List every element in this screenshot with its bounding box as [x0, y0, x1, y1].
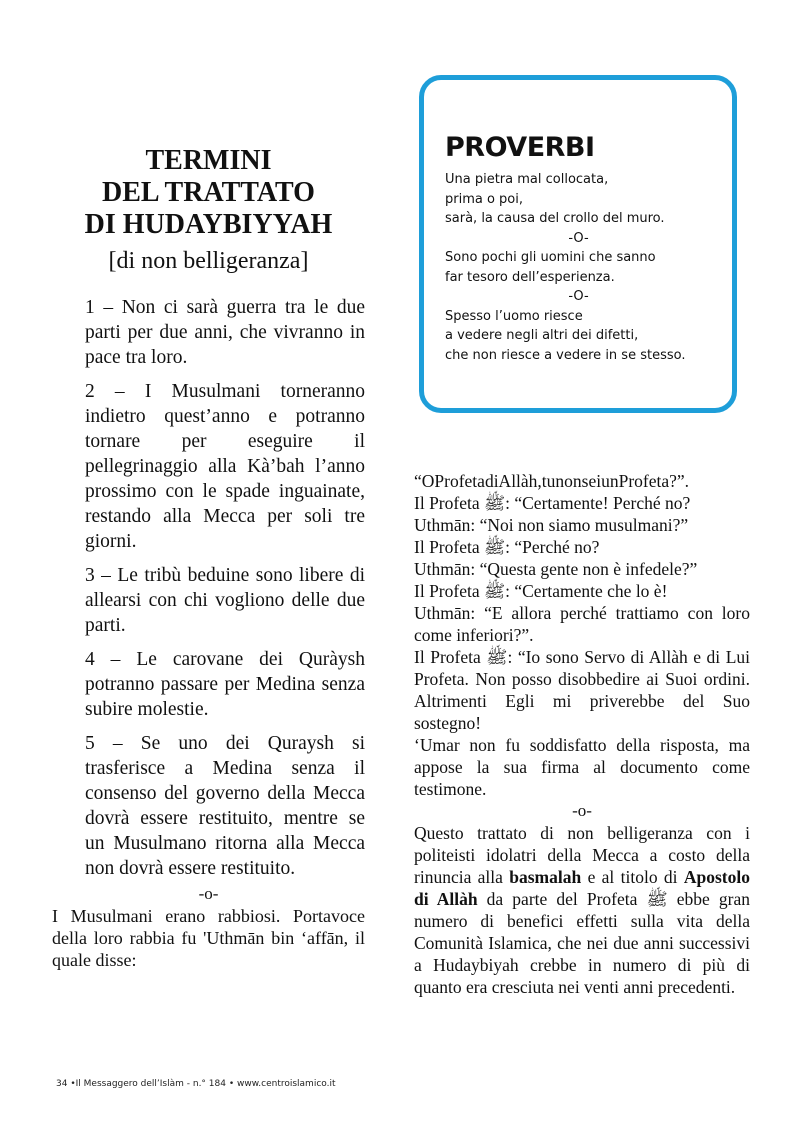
- proverb-line: sarà, la causa del crollo del muro.: [445, 211, 665, 226]
- dialogue-line: Uthmān: “E allora perché trattiamo con loro come inferiori?”.: [414, 603, 750, 645]
- term-item: 2 – I Musulmani torneranno indietro quest’anno e potranno tornare per eseguire il pellegrinaggio alla Kà’bah l’anno prossimo con le spade inguainate, restando alla Mecca per soli tre giorni.: [85, 381, 365, 552]
- dialogue-line: Il Profeta ﷺ: “Certamente che lo è!: [414, 581, 668, 601]
- proverb-line: Una pietra mal collocata,: [445, 172, 609, 187]
- proverb-line: Sono pochi gli uomini che sanno: [445, 250, 656, 265]
- section-separator: -o-: [572, 801, 592, 820]
- dialogue-line: Il Profeta ﷺ: “Io sono Servo di Allàh e di Lui Profeta. Non posso disobbedire ai Suoi ordini. Altrimenti Egli mi priverebbe del Suo sostegno!: [414, 647, 750, 733]
- proverb-line: a vedere negli altri dei difetti,: [445, 328, 639, 343]
- section-separator: -o-: [198, 884, 219, 903]
- proverb-line: che non riesce a vedere in se stesso.: [445, 347, 686, 363]
- term-item: 3 – Le tribù beduine sono libere di allearsi con chi vogliono delle due parti.: [85, 565, 365, 636]
- terms-list: [52, 295, 365, 881]
- closing-text: Questo trattato di non belligeranza con i politeisti idolatri della Mecca a costo della rinuncia alla: [414, 823, 750, 887]
- proverb-line: prima o poi,: [445, 191, 524, 207]
- proverb-line: far tesoro dell’esperienza.: [445, 269, 615, 285]
- title-line-3: DI HUDAYBIYYAH: [84, 209, 333, 240]
- proverb-line: Spesso l’uomo riesce: [445, 308, 583, 324]
- dialogue-line: “OProfetadiAllàh,tunonseiunProfeta?”.: [414, 471, 690, 491]
- closing-paragraph: [414, 822, 750, 998]
- dialogue-line: ‘Umar non fu soddisfatto della risposta, ma appose la sua firma al documento come testimone.: [414, 735, 750, 799]
- proverb-separator: -O-: [568, 230, 589, 246]
- right-column: [414, 470, 750, 998]
- apostolo-term: Apostolo di Allàh: [414, 867, 750, 909]
- proverbi-heading: PROVERBI: [445, 132, 595, 163]
- page-footer: 34 •Il Messaggero dell’Islàm - n.° 184 • www.centroislamico.it: [56, 1079, 336, 1089]
- left-tail-paragraph: I Musulmani erano rabbiosi. Portavoce della loro rabbia fu 'Uthmān bin ‘affān, il quale disse:: [52, 906, 365, 970]
- title-line-2: DEL TRATTATO: [102, 177, 315, 208]
- article-subtitle: [di non belligeranza]: [108, 248, 309, 274]
- term-item: 5 – Se uno dei Quraysh si trasferisce a Medina senza il consenso del governo della Mecca dovrà essere restituito, mentre se un Musulmano ritorna alla Mecca non dovrà essere restituito.: [85, 733, 365, 879]
- title-line-1: TERMINI: [145, 145, 272, 176]
- term-item: 1 – Non ci sarà guerra tra le due parti per due anni, che vivranno in pace tra loro.: [85, 297, 365, 368]
- article-title: [52, 145, 365, 241]
- term-item: 4 – Le carovane dei Quràysh potranno passare per Medina senza subire molestie.: [85, 649, 365, 720]
- dialogue-line: Uthmān: “Questa gente non è infedele?”: [414, 559, 698, 579]
- left-column: [52, 145, 365, 971]
- dialogue-line: Il Profeta ﷺ: “Certamente! Perché no?: [414, 493, 691, 513]
- dialogue-line: Il Profeta ﷺ: “Perché no?: [414, 537, 600, 557]
- dialogue-line: Uthmān: “Noi non siamo musulmani?”: [414, 515, 689, 535]
- basmalah-term: basmalah: [509, 867, 582, 887]
- proverbi-box: [419, 75, 737, 413]
- closing-text: e al titolo di: [581, 867, 684, 887]
- proverb-separator: -O-: [568, 289, 589, 304]
- closing-text: da parte del Profeta ﷺ ebbe gran numero di benefici effetti sulla vita della Comunità Islamica, che nei due anni successivi a Hudaybiyah crebbe in numero di più di quanto era cresciuta nei venti anni precedenti.: [414, 889, 750, 997]
